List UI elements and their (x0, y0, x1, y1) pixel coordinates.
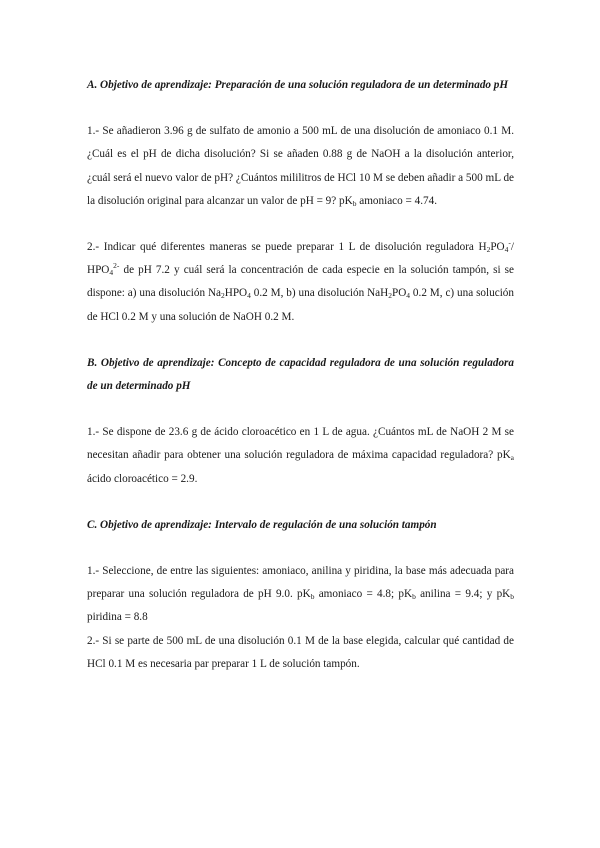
section-b-question-1: 1.- Se dispone de 23.6 g de ácido cloroacético en 1 L de agua. ¿Cuántos mL de NaOH 2 M se necesitan añadir para obtener una solución reguladora de máxima capacidad reguladora? $pK_a$ ácido cloroacético = 2.9. (87, 426, 514, 485)
section-b-heading: B. Objetivo de aprendizaje: Concepto de capacidad reguladora de una solución reguladora de un determinado pH (87, 356, 514, 393)
section-c-question-2: 2.- Si se parte de 500 mL de una disolución 0.1 M de la base elegida, calcular qué cantidad de HCl 0.1 M es necesaria par preparar 1 L de solución tampón. (87, 634, 514, 670)
section-c-question-1: 1.- Seleccione, de entre las siguientes: amoniaco, anilina y piridina, la base más adecuada para preparar una solución reguladora de pH 9.0. $pK_b$ amoniaco = 4.8; $pK_b$ anilina = 9.4; y $pK_b$ piridina = 8.8 (87, 565, 514, 624)
section-a-heading: A. Objetivo de aprendizaje: Preparación de una solución reguladora de un determinado pH (87, 79, 509, 91)
section-c-heading: C. Objetivo de aprendizaje: Intervalo de regulación de una solución tampón (87, 518, 437, 531)
section-a-question-1: 1.- Se añadieron 3.96 g de sulfato de amonio a 500 mL de una disolución de amoniaco 0.1 M. ¿Cuál es el pH de dicha disolución? Si se añaden 0.88 g de NaOH a la disolución anterior, ¿cuál será el nuevo valor de pH? ¿Cuántos mililitros de HCl 10 M se deben añadir a 500 mL de la disolución original para alcanzar un valor de pH = 9? $pK_b$ amoniaco = 4.74. (87, 125, 514, 208)
section-a-question-2: 2.- Indicar qué diferentes maneras se puede preparar 1 L de disolución reguladora $H_2PO_4^-/$ $HPO_4^{2-}$ de pH 7.2 y cuál será la concentración de cada especie en la solución tampón, si se dispone: a) una disolución $Na_2HPO_4$ 0.2 M, b) una disolución $NaH_2PO_4$ 0.2 M, c) una solución de HCl 0.2 M y una solución de NaOH 0.2 M. (87, 238, 514, 323)
